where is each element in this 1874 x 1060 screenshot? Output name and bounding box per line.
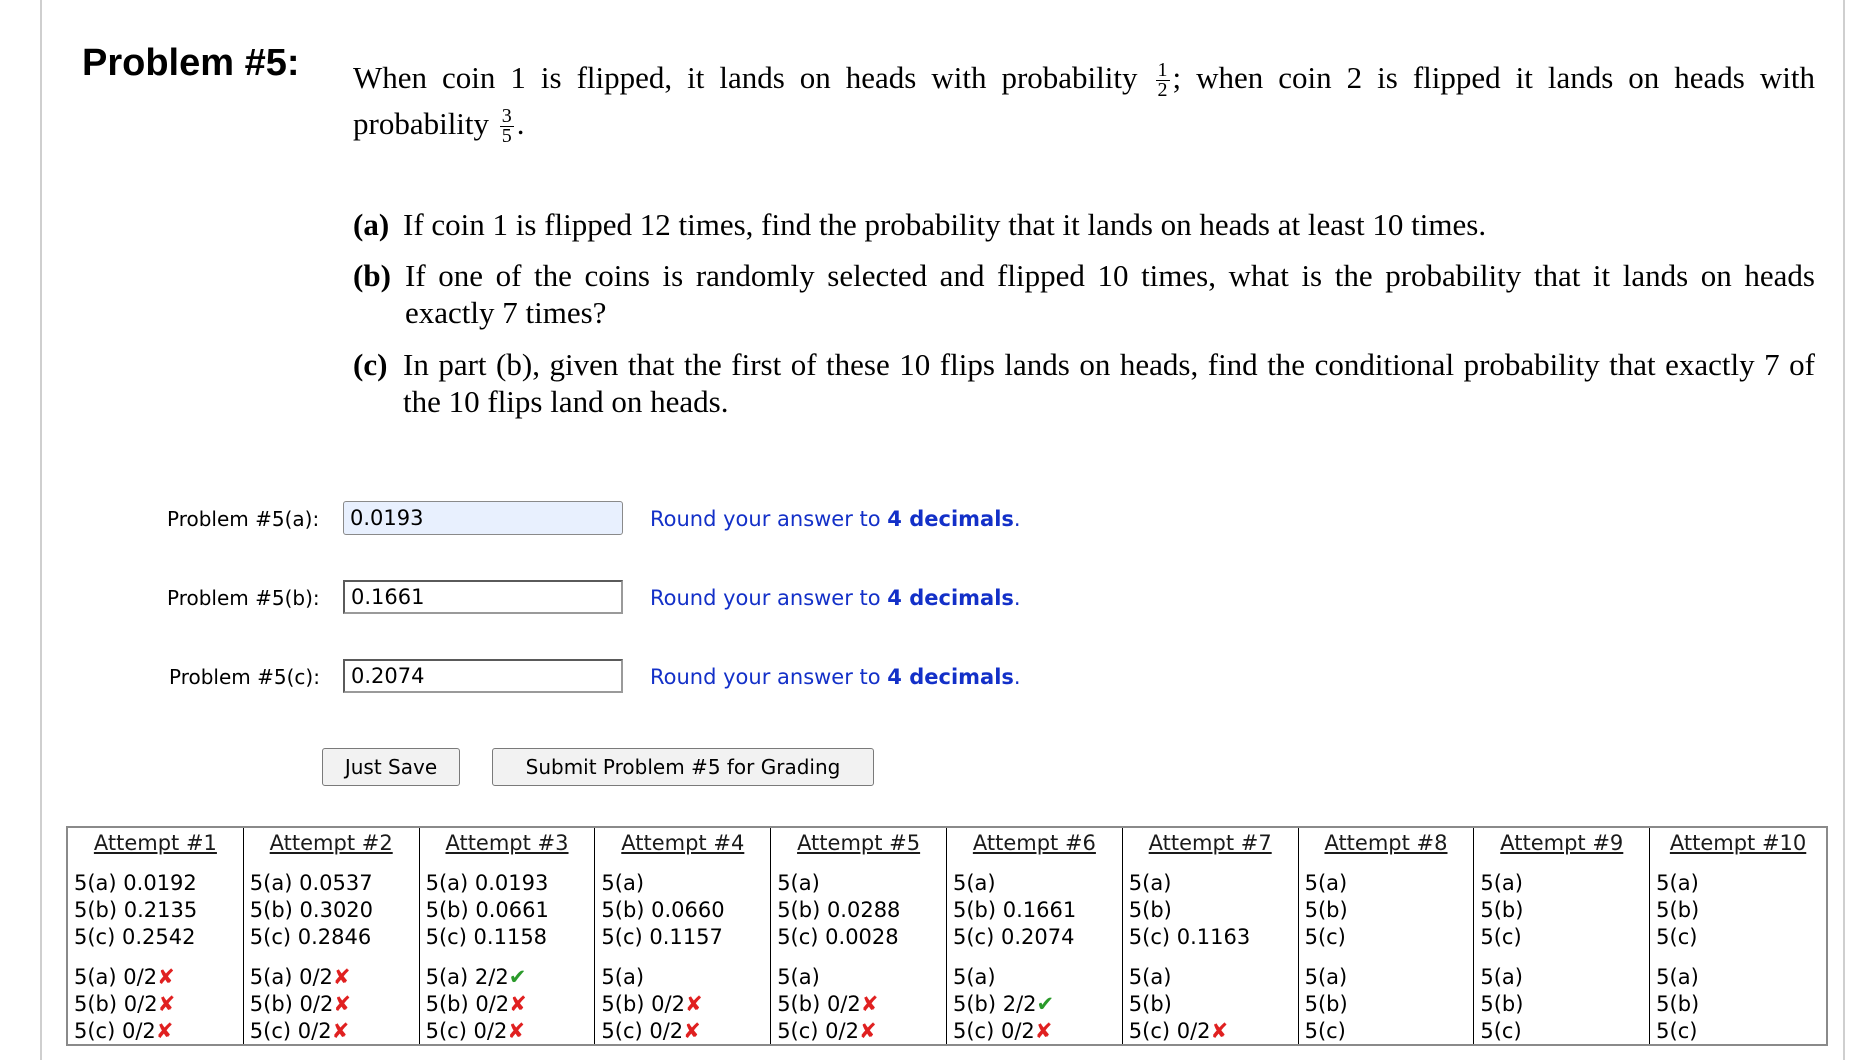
answer-input-b[interactable] [343,580,623,614]
attempt-score [601,991,702,1018]
attempt-value: 5(a) [1656,871,1699,895]
statement-text: . [516,106,525,141]
score-text: 5(b) [1656,992,1700,1016]
answer-label-a: Problem #5(a): [167,507,320,531]
attempt-score [953,964,1054,991]
attempt-column-5 [771,828,947,1044]
attempt-scores [1656,964,1699,1045]
attempt-scores [250,964,351,1045]
attempt-column-1 [68,828,244,1044]
attempt-score [601,1018,702,1045]
submit-grading-button[interactable]: Submit Problem #5 for Grading [492,748,874,786]
attempt-values [601,870,724,951]
cross-icon: ✘ [157,965,175,989]
score-text: 5(b) 2/2 [952,992,1037,1016]
attempt-score [777,991,878,1018]
attempt-value: 5(a) [1480,871,1523,895]
cross-icon: ✘ [1034,1019,1053,1043]
attempt-score [953,1018,1054,1045]
attempt-scores [601,964,702,1045]
part-label: (a) [353,207,390,242]
attempt-values [74,870,197,951]
answer-label-c: Problem #5(c): [169,665,320,689]
attempt-score [426,964,527,991]
attempt-value: 5(c) 0.1163 [1128,925,1251,949]
hint-text: . [1013,507,1021,531]
cross-icon: ✘ [509,992,527,1016]
part-label: (c) [353,347,388,382]
attempt-value: 5(c) 0.2846 [249,925,372,949]
attempt-value: 5(c) 0.2074 [952,925,1075,949]
attempt-score [1129,1018,1228,1045]
attempt-score [777,1018,878,1045]
score-text: 5(a) 0/2 [74,965,158,989]
attempt-column-3 [420,828,596,1044]
statement-text: When coin 1 is flipped, it lands on heads with probability [353,60,1138,95]
attempt-score [250,1018,351,1045]
attempt-values [1305,870,1348,951]
attempt-value: 5(a) [777,871,820,895]
rounding-hint-c [650,665,1021,689]
attempt-value: 5(c) 0.0028 [777,925,899,949]
problem-title: Problem #5: [82,42,300,84]
score-text: 5(a) [1304,965,1348,989]
score-text: 5(a) 2/2 [425,965,509,989]
attempt-value: 5(b) 0.0288 [777,898,901,922]
score-text: 5(a) [777,965,820,989]
attempt-score [1305,991,1348,1018]
cross-icon: ✘ [683,1019,701,1043]
attempt-column-9 [1474,828,1650,1044]
attempt-score [1480,991,1523,1018]
cross-icon: ✘ [331,1019,350,1043]
attempt-score [1305,964,1348,991]
attempt-value: 5(c) [1304,925,1346,949]
attempt-score [74,991,175,1018]
attempt-value: 5(c) 0.1158 [425,925,548,949]
attempt-scores [953,964,1054,1045]
attempt-value: 5(b) 0.0660 [601,898,725,922]
score-text: 5(a) [1480,965,1523,989]
score-text: 5(c) 0/2 [601,1019,684,1043]
rounding-hint-a [650,507,1021,531]
score-text: 5(b) [1128,992,1172,1016]
attempt-score [74,964,175,991]
problem-statement-line1 [353,50,1815,106]
just-save-button[interactable]: Just Save [322,748,460,786]
hint-emphasis: 4 decimals [887,507,1014,531]
score-text: 5(b) 0/2 [601,992,685,1016]
page-frame-left [40,0,42,1060]
attempt-value: 5(b) 0.2135 [74,898,198,922]
hint-text: . [1013,586,1021,610]
cross-icon: ✘ [157,992,176,1016]
score-text: 5(c) [1480,1019,1522,1043]
score-text: 5(a) 0/2 [249,965,333,989]
rounding-hint-b [650,586,1021,610]
attempt-value: 5(a) [1128,871,1172,895]
attempt-value: 5(c) 0.2542 [74,925,196,949]
score-text: 5(a) [1128,965,1172,989]
hint-text: . [1013,665,1021,689]
check-icon: ✔ [508,965,527,989]
attempt-score [777,964,878,991]
score-text: 5(a) [1656,965,1699,989]
attempt-column-6 [947,828,1123,1044]
hint-emphasis: 4 decimals [887,665,1014,689]
attempt-score [1656,991,1699,1018]
attempt-scores [426,964,527,1045]
fraction-denominator: 2 [1157,79,1168,102]
fraction-numerator: 1 [1157,59,1168,82]
cross-icon: ✘ [155,1019,174,1043]
attempt-score [1129,964,1228,991]
attempt-values [426,870,549,951]
score-text: 5(c) [1304,1019,1346,1043]
attempt-header[interactable]: Attempt #7 [1148,831,1272,855]
attempt-column-7 [1123,828,1299,1044]
part-text: If coin 1 is flipped 12 times, find the probability that it lands on heads at least 10 times. [403,207,1487,242]
score-text: 5(c) 0/2 [952,1019,1035,1043]
attempt-header[interactable]: Attempt #1 [93,831,217,855]
cross-icon: ✘ [1210,1019,1229,1043]
attempt-value: 5(a) 0.0192 [74,871,197,895]
attempt-header[interactable]: Attempt #3 [445,831,569,855]
cross-icon: ✘ [507,1019,525,1043]
attempt-values [250,870,373,951]
hint-emphasis: 4 decimals [887,586,1014,610]
attempt-header[interactable]: Attempt #6 [972,831,1096,855]
attempt-value: 5(b) 0.0661 [425,898,549,922]
fraction-coin2 [500,107,514,146]
hint-text: Round your answer to [650,665,888,689]
score-text: 5(b) [1480,992,1524,1016]
score-text: 5(b) 0/2 [425,992,510,1016]
problem-statement-line2 [353,104,525,146]
attempt-header[interactable]: Attempt #5 [797,831,921,855]
attempt-column-2 [244,828,420,1044]
attempt-column-4 [595,828,771,1044]
attempts-table [66,826,1828,1046]
score-text: 5(c) 0/2 [1128,1019,1211,1043]
cross-icon: ✘ [684,992,703,1016]
attempt-score [1480,1018,1523,1045]
attempt-score [1305,1018,1348,1045]
attempt-value: 5(a) 0.0193 [425,871,549,895]
part-text: In part (b), given that the first of these 10 flips lands on heads, find the conditional probability that exactly 7 of the 10 flips land on heads. [403,347,1815,419]
score-text: 5(b) 0/2 [777,992,861,1016]
attempt-scores [1305,964,1348,1045]
attempt-scores [777,964,878,1045]
score-text: 5(c) 0/2 [425,1019,508,1043]
statement-text: ; when coin 2 is flipped it lands on heads with [1172,60,1815,95]
score-text: 5(c) 0/2 [777,1019,859,1043]
score-text: 5(c) [1656,1019,1698,1043]
hint-text: Round your answer to [650,507,888,531]
attempt-score [250,991,351,1018]
attempt-score [250,964,351,991]
score-text: 5(b) [1304,992,1348,1016]
fraction-denominator: 5 [501,125,512,148]
part-text: If one of the coins is randomly selected and flipped 10 times, what is the probability that it lands on heads exactly 7 times? [405,258,1815,330]
attempt-score [1656,964,1699,991]
check-icon: ✔ [1036,992,1055,1016]
attempt-score [74,1018,175,1045]
attempt-value: 5(c) [1656,925,1698,949]
attempt-score [953,991,1054,1018]
attempt-value: 5(c) 0.1157 [601,925,723,949]
attempt-value: 5(b) [1480,898,1524,922]
part-b [353,257,1823,337]
attempt-header[interactable]: Attempt #9 [1500,831,1624,855]
fraction-coin1 [1156,61,1170,100]
fraction-numerator: 3 [501,105,512,128]
attempt-score [426,1018,527,1045]
attempt-value: 5(a) 0.0537 [249,871,373,895]
attempt-column-8 [1299,828,1475,1044]
statement-text: probability [353,106,490,141]
part-c [353,346,1823,426]
answer-label-b: Problem #5(b): [167,586,320,610]
attempt-header[interactable]: Attempt #10 [1669,831,1807,855]
score-text: 5(b) 0/2 [74,992,158,1016]
attempt-values [1480,870,1523,951]
attempt-value: 5(a) [952,871,996,895]
answer-input-c[interactable] [343,659,623,693]
attempt-column-10 [1650,828,1826,1044]
attempt-values [1656,870,1699,951]
attempt-values [777,870,900,951]
attempt-scores [1480,964,1523,1045]
attempt-score [1656,1018,1699,1045]
attempt-scores [1129,964,1228,1045]
score-text: 5(a) [952,965,996,989]
attempt-header[interactable]: Attempt #8 [1324,831,1448,855]
attempt-header[interactable]: Attempt #2 [269,831,393,855]
attempt-value: 5(b) 0.3020 [249,898,374,922]
score-text: 5(a) [601,965,645,989]
attempt-score [1480,964,1523,991]
part-label: (b) [353,258,391,293]
attempt-value: 5(a) [1304,871,1348,895]
attempt-scores [74,964,175,1045]
attempt-value: 5(a) [601,871,645,895]
score-text: 5(c) 0/2 [249,1019,332,1043]
cross-icon: ✘ [332,965,351,989]
score-text: 5(b) 0/2 [249,992,334,1016]
attempt-value: 5(b) [1304,898,1348,922]
attempt-score [1129,991,1228,1018]
attempt-values [953,870,1076,951]
hint-text: Round your answer to [650,586,888,610]
attempt-value: 5(b) [1656,898,1700,922]
answer-input-a[interactable] [343,501,623,535]
attempt-value: 5(b) [1128,898,1172,922]
attempt-score [601,964,702,991]
attempt-value: 5(b) 0.1661 [952,898,1077,922]
cross-icon: ✘ [333,992,351,1016]
page-frame-right [1843,0,1845,1060]
attempt-score [426,991,527,1018]
attempt-header[interactable]: Attempt #4 [621,831,745,855]
attempt-values [1129,870,1250,951]
score-text: 5(c) 0/2 [74,1019,156,1043]
part-a [353,206,1823,246]
attempt-value: 5(c) [1480,925,1522,949]
cross-icon: ✘ [858,1019,877,1043]
cross-icon: ✘ [860,992,879,1016]
